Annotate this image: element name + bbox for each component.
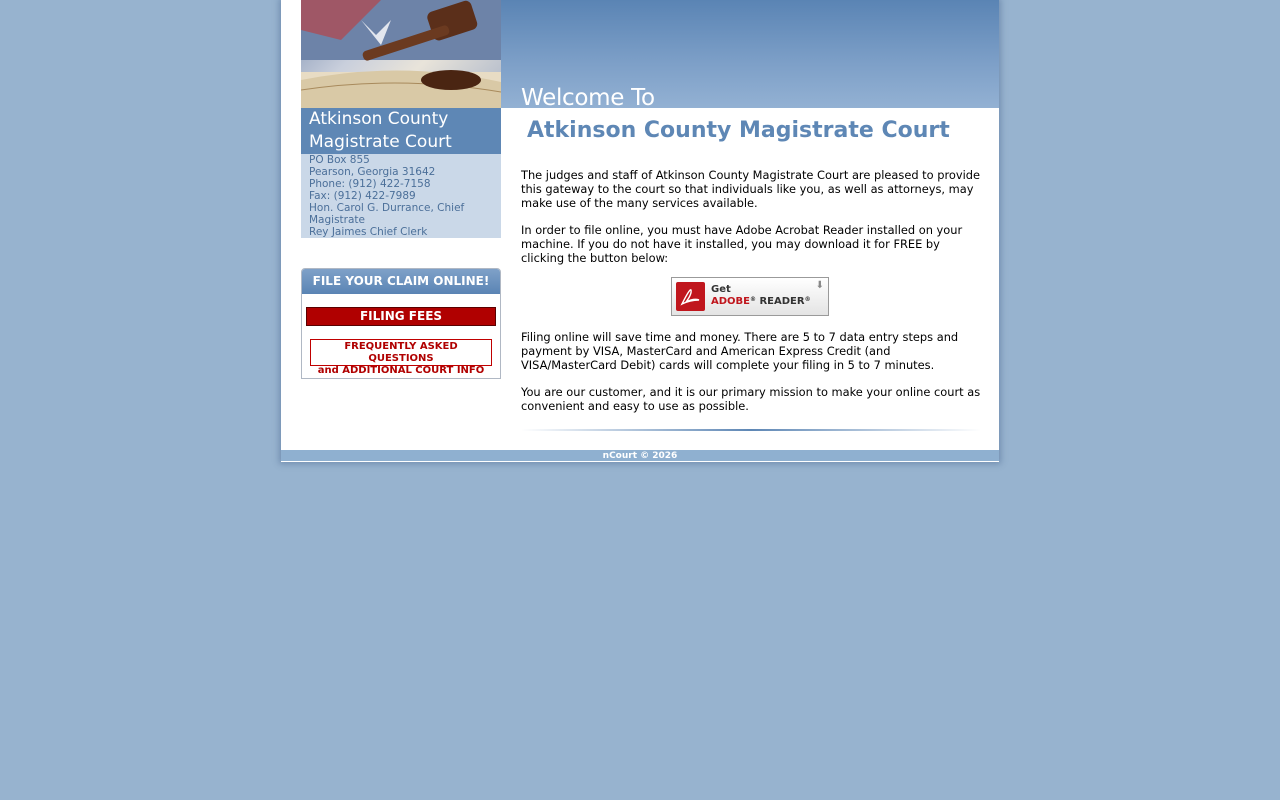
filing-fees-button[interactable]: FILING FEES <box>306 307 496 326</box>
faq-button[interactable] <box>310 339 492 376</box>
footer: nCourt © 2026 <box>281 450 999 462</box>
faq-line1: FREQUENTLY ASKED QUESTIONS <box>344 341 458 364</box>
get-adobe-reader-button[interactable] <box>671 277 829 316</box>
adobe-logo-icon <box>676 282 705 311</box>
contact-magistrate: Hon. Carol G. Durrance, Chief Magistrate <box>309 202 465 226</box>
page-title: Atkinson County Magistrate Court <box>527 118 950 143</box>
adobe-paragraph: In order to file online, you must have Adobe Acrobat Reader installed on your machine. If you do not have it installed, you may download it for FREE by clicking the button below: <box>521 223 963 265</box>
gavel-image <box>301 0 501 108</box>
download-arrow-icon: ⬇ <box>815 280 824 291</box>
intro-paragraph: The judges and staff of Atkinson County Magistrate Court are pleased to provide this gateway to the court so that individuals like you, as well as attorneys, may make use of the many services available. <box>521 168 981 210</box>
court-name-line2: Magistrate Court <box>309 132 452 152</box>
contact-info <box>301 154 501 238</box>
contact-clerk: Rey Jaimes Chief Clerk <box>309 226 428 238</box>
contact-phone: Phone: (912) 422-7158 <box>309 178 431 190</box>
adobe-product: READER <box>759 296 805 307</box>
mission-paragraph: You are our customer, and it is our primary mission to make your online court as convenient and easy to use as possible. <box>521 385 981 413</box>
court-name-line1: Atkinson County <box>309 109 449 129</box>
claim-panel <box>301 268 501 379</box>
sidebar-court-title <box>301 108 501 154</box>
faq-line2: and ADDITIONAL COURT INFO <box>317 365 485 376</box>
contact-address: PO Box 855 <box>309 154 370 166</box>
adobe-reader-label: ADOBE® READER® <box>711 296 811 307</box>
welcome-heading: Welcome To <box>521 85 655 111</box>
content-divider <box>521 429 981 431</box>
filing-paragraph: Filing online will save time and money. There are 5 to 7 data entry steps and payment by VISA, MasterCard and American Express Credit (and VISA/MasterCard Debit) cards will complete your filing in 5 to 7 minutes. <box>521 330 959 372</box>
contact-city: Pearson, Georgia 31642 <box>309 166 436 178</box>
gavel-icon <box>301 0 501 108</box>
contact-fax: Fax: (912) 422-7989 <box>309 190 416 202</box>
file-claim-online-link[interactable]: FILE YOUR CLAIM ONLINE! <box>302 269 500 294</box>
adobe-brand: ADOBE <box>711 296 750 307</box>
adobe-get-label: Get <box>711 284 731 295</box>
page-frame <box>281 0 999 462</box>
